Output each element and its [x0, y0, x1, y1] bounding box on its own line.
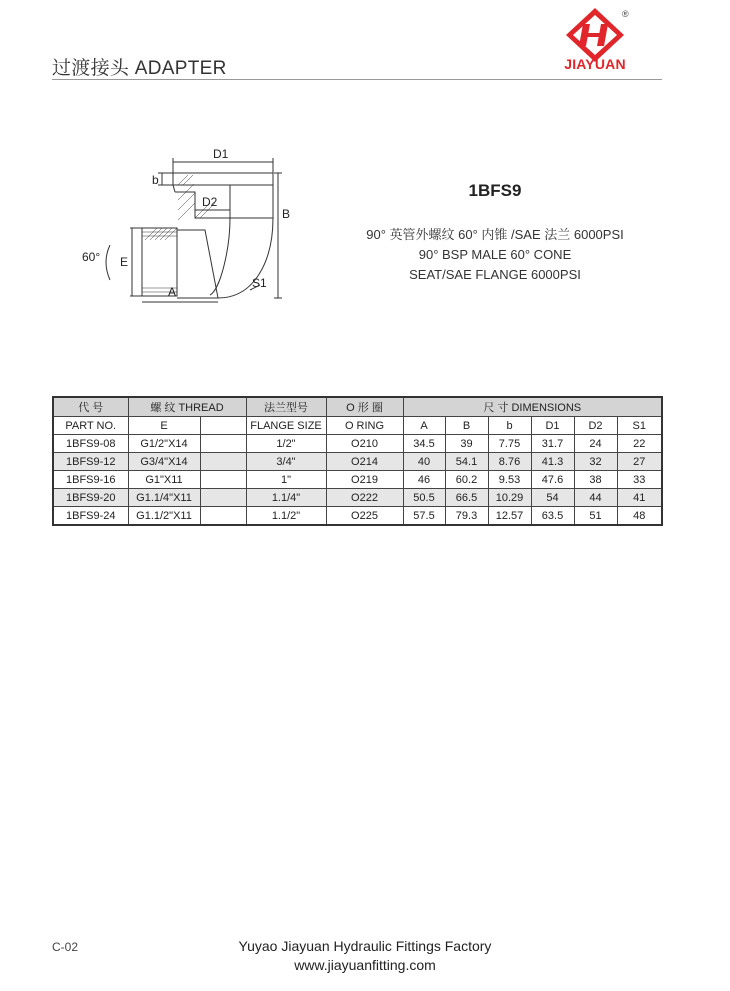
table-cell — [200, 489, 246, 507]
table-cell: G1.1/4"X11 — [128, 489, 200, 507]
company-name: Yuyao Jiayuan Hydraulic Fittings Factory — [238, 938, 492, 954]
table-cell: 7.75 — [488, 435, 531, 453]
table-cell — [200, 453, 246, 471]
dim-label-e: E — [120, 255, 129, 269]
table-cell — [200, 507, 246, 526]
table-cell: 8.76 — [488, 453, 531, 471]
table-cell: G3/4"X14 — [128, 453, 200, 471]
table-cell: 41.3 — [531, 453, 574, 471]
table-cell: 41 — [617, 489, 662, 507]
col-header: E — [128, 417, 200, 435]
table-cell — [200, 471, 246, 489]
table-cell: 63.5 — [531, 507, 574, 526]
table-cell — [200, 435, 246, 453]
dim-label-d1: D1 — [213, 147, 229, 161]
table-cell: 51 — [574, 507, 617, 526]
table-row — [53, 453, 662, 471]
col-header: O RING — [326, 417, 403, 435]
brand-name: JIAYUAN — [564, 56, 626, 72]
header-part: 代 号 — [53, 397, 128, 417]
table-cell: 46 — [403, 471, 445, 489]
dim-label-d2: D2 — [202, 195, 218, 209]
header-thread: 螺 纹 THREAD — [128, 397, 246, 417]
table-cell: 39 — [445, 435, 488, 453]
table-cell: 40 — [403, 453, 445, 471]
table-row — [53, 471, 662, 489]
col-header: PART NO. — [53, 417, 128, 435]
table-cell: 66.5 — [445, 489, 488, 507]
col-header: B — [445, 417, 488, 435]
header-oring: O 形 圈 — [326, 397, 403, 417]
table-cell: 27 — [617, 453, 662, 471]
table-cell: 3/4" — [246, 453, 326, 471]
table-header-cn — [53, 397, 662, 417]
description-line-3: SEAT/SAE FLANGE 6000PSI — [409, 267, 581, 282]
col-header: D2 — [574, 417, 617, 435]
registered-mark: ® — [622, 9, 629, 19]
dim-label-angle: 60° — [82, 250, 101, 264]
table-cell: 31.7 — [531, 435, 574, 453]
table-cell: 47.6 — [531, 471, 574, 489]
table-cell: 1BFS9-16 — [53, 471, 128, 489]
header-dimensions: 尺 寸 DIMENSIONS — [403, 397, 662, 417]
table-cell: 1BFS9-12 — [53, 453, 128, 471]
table-cell: 50.5 — [403, 489, 445, 507]
product-description — [330, 225, 660, 285]
table-cell: 1.1/4" — [246, 489, 326, 507]
table-cell: G1"X11 — [128, 471, 200, 489]
table-cell: O219 — [326, 471, 403, 489]
table-cell: 79.3 — [445, 507, 488, 526]
table-cell: O214 — [326, 453, 403, 471]
description-line-2: 90° BSP MALE 60° CONE — [418, 247, 572, 262]
header-divider — [52, 79, 662, 80]
table-cell: 10.29 — [488, 489, 531, 507]
col-header — [200, 417, 246, 435]
table-cell: 1" — [246, 471, 326, 489]
col-header: D1 — [531, 417, 574, 435]
table-cell: 12.57 — [488, 507, 531, 526]
table-cell: 33 — [617, 471, 662, 489]
website-url: www.jiayuanfitting.com — [294, 957, 436, 973]
table-cell: 34.5 — [403, 435, 445, 453]
col-header: S1 — [617, 417, 662, 435]
table-row — [53, 507, 662, 526]
page-title: 过渡接头 ADAPTER — [52, 58, 227, 79]
table-cell: 1BFS9-08 — [53, 435, 128, 453]
table-cell: 54 — [531, 489, 574, 507]
table-cell: 1/2" — [246, 435, 326, 453]
page-number: C-02 — [52, 940, 79, 954]
table-cell: G1/2"X14 — [128, 435, 200, 453]
table-cell: 32 — [574, 453, 617, 471]
product-code: 1BFS9 — [468, 181, 522, 200]
dim-label-a: A — [168, 285, 177, 299]
table-cell: 22 — [617, 435, 662, 453]
col-header: FLANGE SIZE — [246, 417, 326, 435]
table-row — [53, 489, 662, 507]
description-line-1: 90° 英管外螺纹 60° 内锥 /SAE 法兰 6000PSI — [366, 227, 624, 242]
dim-label-b-small: b — [152, 173, 159, 187]
table-cell: 9.53 — [488, 471, 531, 489]
table-cell: 57.5 — [403, 507, 445, 526]
table-header-en — [53, 417, 662, 435]
col-header: b — [488, 417, 531, 435]
table-cell: O210 — [326, 435, 403, 453]
dim-label-s1: S1 — [252, 276, 267, 290]
table-cell: 60.2 — [445, 471, 488, 489]
table-cell: 1BFS9-20 — [53, 489, 128, 507]
table-cell: 38 — [574, 471, 617, 489]
table-cell: 24 — [574, 435, 617, 453]
table-cell: 1.1/2" — [246, 507, 326, 526]
table-cell: 54.1 — [445, 453, 488, 471]
table-cell: O225 — [326, 507, 403, 526]
header-flange: 法兰型号 — [246, 397, 326, 417]
table-cell: G1.1/2"X11 — [128, 507, 200, 526]
table-row — [53, 435, 662, 453]
table-cell: 44 — [574, 489, 617, 507]
fitting-technical-drawing — [70, 140, 290, 310]
dim-label-b: B — [282, 207, 290, 221]
col-header: A — [403, 417, 445, 435]
table-cell: 1BFS9-24 — [53, 507, 128, 526]
table-cell: O222 — [326, 489, 403, 507]
dimensions-table — [52, 396, 663, 526]
table-cell: 48 — [617, 507, 662, 526]
